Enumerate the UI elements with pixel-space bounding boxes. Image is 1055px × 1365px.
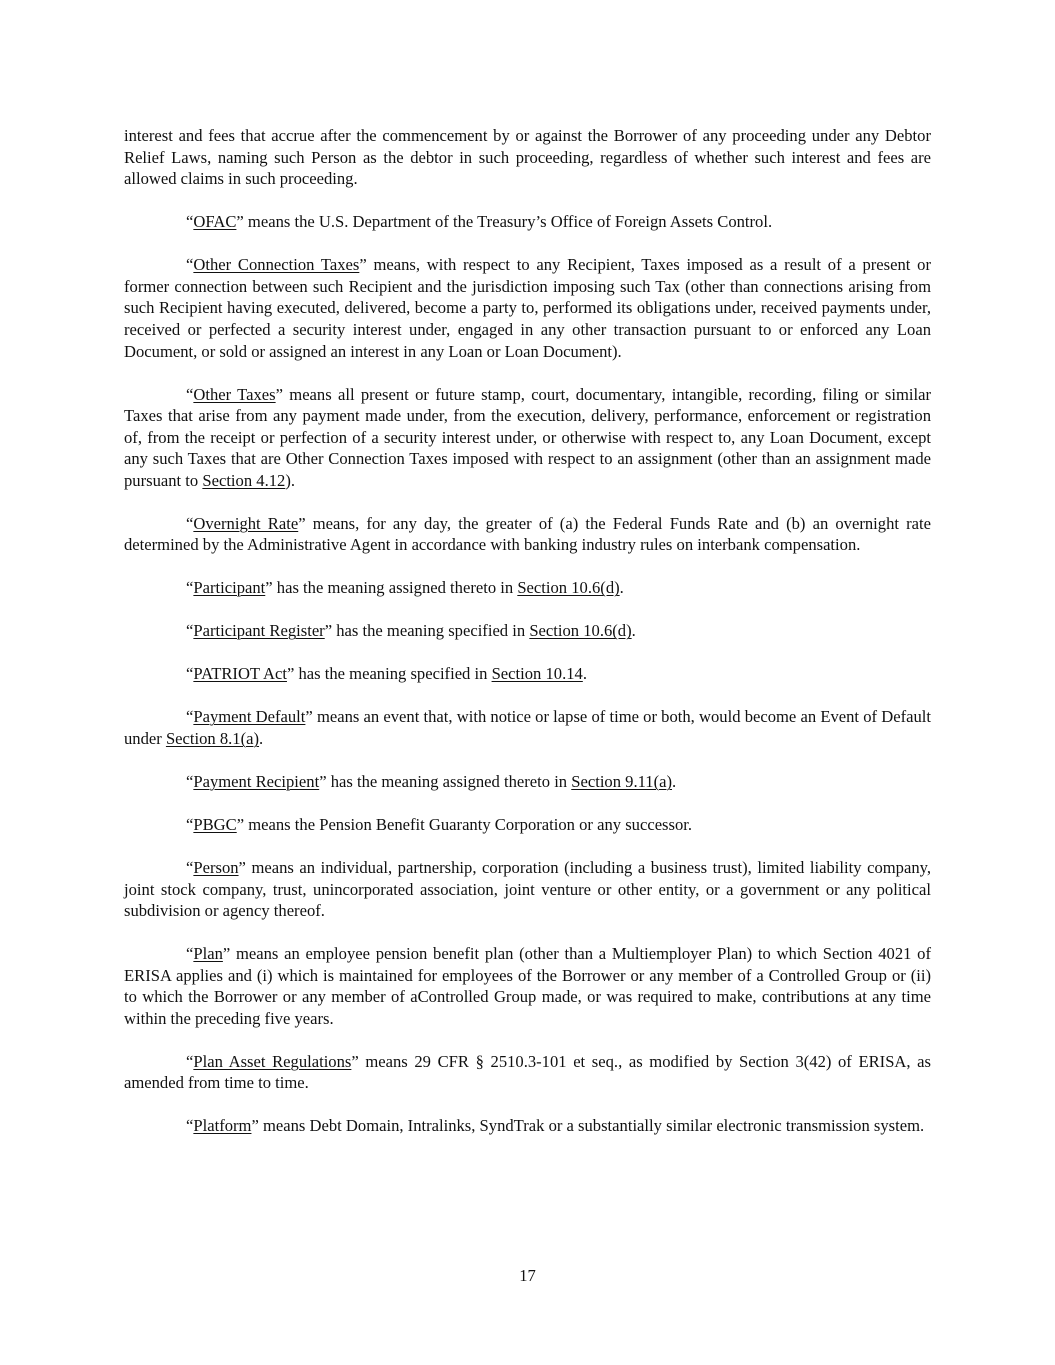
- definition-plan: “Plan” means an employee pension benefit plan (other than a Multiemployer Plan) to which Section 4021 of ERISA applies and (i) which is maintained for employees of the Borrower or any member of a Controlled Group or (ii) to which the Borrower or any member of aControlled Group made, or was required to make, contributions at any time within the preceding five years.: [124, 944, 931, 1028]
- defined-term: Other Taxes: [193, 384, 276, 404]
- intro-paragraph: interest and fees that accrue after the commencement by or against the Borrower of any proceeding under any Debtor Relief Laws, naming such Person as the debtor in such proceeding, regardless of whether such interest and fees are allowed claims in such proceeding.: [124, 126, 931, 189]
- defined-term: Participant Register: [193, 621, 325, 641]
- definition-ofac: “OFAC” means the U.S. Department of the Treasury’s Office of Foreign Assets Control.: [186, 212, 773, 232]
- defined-term: Person: [193, 857, 239, 877]
- definition-overnight-rate: “Overnight Rate” means, for any day, the greater of (a) the Federal Funds Rate and (b) an overnight rate determined by the Administrative Agent in accordance with banking industry rules on interbank compensation.: [124, 513, 931, 555]
- definition-patriot-act: “PATRIOT Act” has the meaning specified in Section 10.14.: [186, 664, 587, 684]
- section-reference: Section 4.12: [202, 470, 286, 490]
- defined-term: Plan: [193, 944, 223, 964]
- definition-pbgc: “PBGC” means the Pension Benefit Guaranty Corporation or any successor.: [186, 814, 693, 834]
- defined-term: Payment Recipient: [193, 771, 320, 791]
- defined-term: PBGC: [193, 814, 237, 834]
- definition-person: “Person” means an individual, partnership, corporation (including a business trust), limited liability company, joint stock company, trust, unincorporated association, joint venture or other entity, or a government or any political subdivision or agency thereof.: [124, 857, 931, 921]
- defined-term: Payment Default: [193, 707, 306, 727]
- defined-term: Plan Asset Regulations: [193, 1051, 352, 1071]
- defined-term: Participant: [193, 578, 266, 598]
- definition-participant: “Participant” has the meaning assigned thereto in Section 10.6(d).: [186, 578, 624, 598]
- section-reference: Section 10.14: [491, 664, 583, 684]
- defined-term: Platform: [193, 1116, 252, 1136]
- definition-other-connection-taxes: “Other Connection Taxes” means, with respect to any Recipient, Taxes imposed as a result of a present or former connection between such Recipient and the jurisdiction imposing such Tax (other than connections arising from such Recipient having executed, delivered, become a party to, performed its obligations under, received payments under, received or perfected a security interest under, engaged in any other transaction pursuant to or enforced any Loan Document, or sold or assigned an interest in any Loan or Loan Document).: [124, 255, 931, 361]
- defined-term: PATRIOT Act: [193, 664, 287, 684]
- defined-term: OFAC: [193, 212, 237, 232]
- page-number: 17: [519, 1266, 536, 1285]
- definition-platform: “Platform” means Debt Domain, Intralinks, SyndTrak or a substantially similar electronic transmission system.: [186, 1116, 925, 1136]
- defined-term: Other Connection Taxes: [193, 255, 360, 275]
- definition-payment-default: “Payment Default” means an event that, with notice or lapse of time or both, would become an Event of Default under Section 8.1(a).: [124, 707, 931, 748]
- section-reference: Section 10.6(d): [517, 578, 620, 598]
- definition-other-taxes: “Other Taxes” means all present or future stamp, court, documentary, intangible, recording, filing or similar Taxes that arise from any payment made under, from the execution, delivery, performance, enforcement or registration of, from the receipt or perfection of a security interest under, or otherwise with respect to, any Loan Document, except any such Taxes that are Other Connection Taxes imposed with respect to an assignment (other than an assignment made pursuant to Section 4.12).: [124, 384, 932, 490]
- definition-plan-asset-regulations: “Plan Asset Regulations” means 29 CFR § 2510.3-101 et seq., as modified by Section 3(42) of ERISA, as amended from time to time.: [124, 1051, 932, 1093]
- section-reference: Section 9.11(a): [571, 771, 673, 791]
- document-page: [124, 125, 931, 1158]
- definition-participant-register: “Participant Register” has the meaning specified in Section 10.6(d).: [186, 621, 636, 641]
- definition-payment-recipient: “Payment Recipient” has the meaning assigned thereto in Section 9.11(a).: [186, 771, 677, 791]
- defined-term: Overnight Rate: [193, 513, 299, 533]
- section-reference: Section 10.6(d): [529, 621, 632, 641]
- section-reference: Section 8.1(a): [165, 729, 260, 748]
